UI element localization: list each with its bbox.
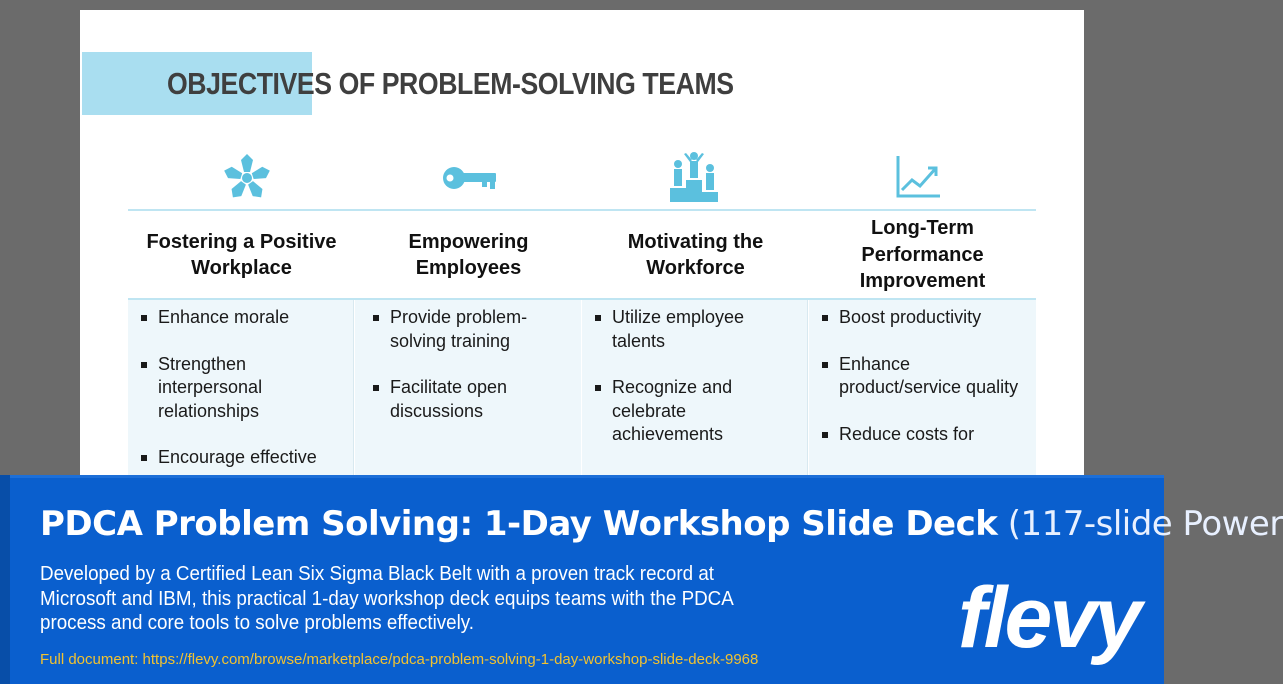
list-item: Strengthen interpersonal relationships [158, 353, 341, 424]
banner-left-edge [0, 475, 10, 684]
key-icon [440, 150, 500, 206]
column-header-positive-workplace: Fostering a Positive Workplace [146, 230, 337, 279]
header-top-rule [128, 209, 1036, 211]
flevy-logo[interactable]: flevy [958, 570, 1140, 666]
document-banner [0, 475, 1283, 684]
banner-top-edge [0, 475, 1164, 478]
column-body-motivating-workforce [582, 300, 808, 500]
column-header-empowering-employees: Empowering Employees [408, 230, 529, 279]
column-header-long-term-performance: Long-Term Performance Improvement [859, 217, 986, 293]
list-item: Facilitate open discussions [390, 376, 569, 423]
podium-icon [664, 150, 724, 206]
column-body-empowering-employees [355, 300, 581, 500]
list-item: Recognize and celebrate achievements [612, 376, 795, 447]
banner-title-suffix: (117-slide Power [1007, 504, 1283, 544]
list-item: Enhance morale [158, 306, 341, 330]
banner-description: Developed by a Certified Lean Six Sigma Black Belt with a proven track record at Microsoft and IBM, this practical 1-day workshop deck equips teams with the PDCA process and core tools to solve problems effectively. [40, 563, 733, 634]
column-header-motivating-workforce: Motivating the Workforce [627, 230, 764, 279]
list-item: Enhance product/service quality [839, 353, 1024, 400]
growth-chart-icon [888, 150, 948, 206]
full-document-link[interactable]: Full document: https://flevy.com/browse/marketplace/pdca-problem-solving-1-day-workshop-slide-deck-9968 [40, 651, 759, 668]
list-item: Encourage effective [158, 446, 341, 470]
list-item: Provide problem-solving training [390, 306, 569, 353]
list-item: Boost productivity [839, 306, 1024, 330]
slide [80, 10, 1084, 480]
list-item: Reduce costs for [839, 423, 1024, 447]
banner-title [40, 502, 1283, 546]
column-body-long-term-performance [809, 300, 1036, 500]
teamwork-hands-icon [217, 150, 277, 206]
column-body-positive-workplace [128, 300, 354, 500]
slide-title: OBJECTIVES OF PROBLEM-SOLVING TEAMS [167, 66, 734, 101]
list-item: Utilize employee talents [612, 306, 795, 353]
banner-title-main: PDCA Problem Solving: 1-Day Workshop Slide Deck [40, 504, 998, 544]
